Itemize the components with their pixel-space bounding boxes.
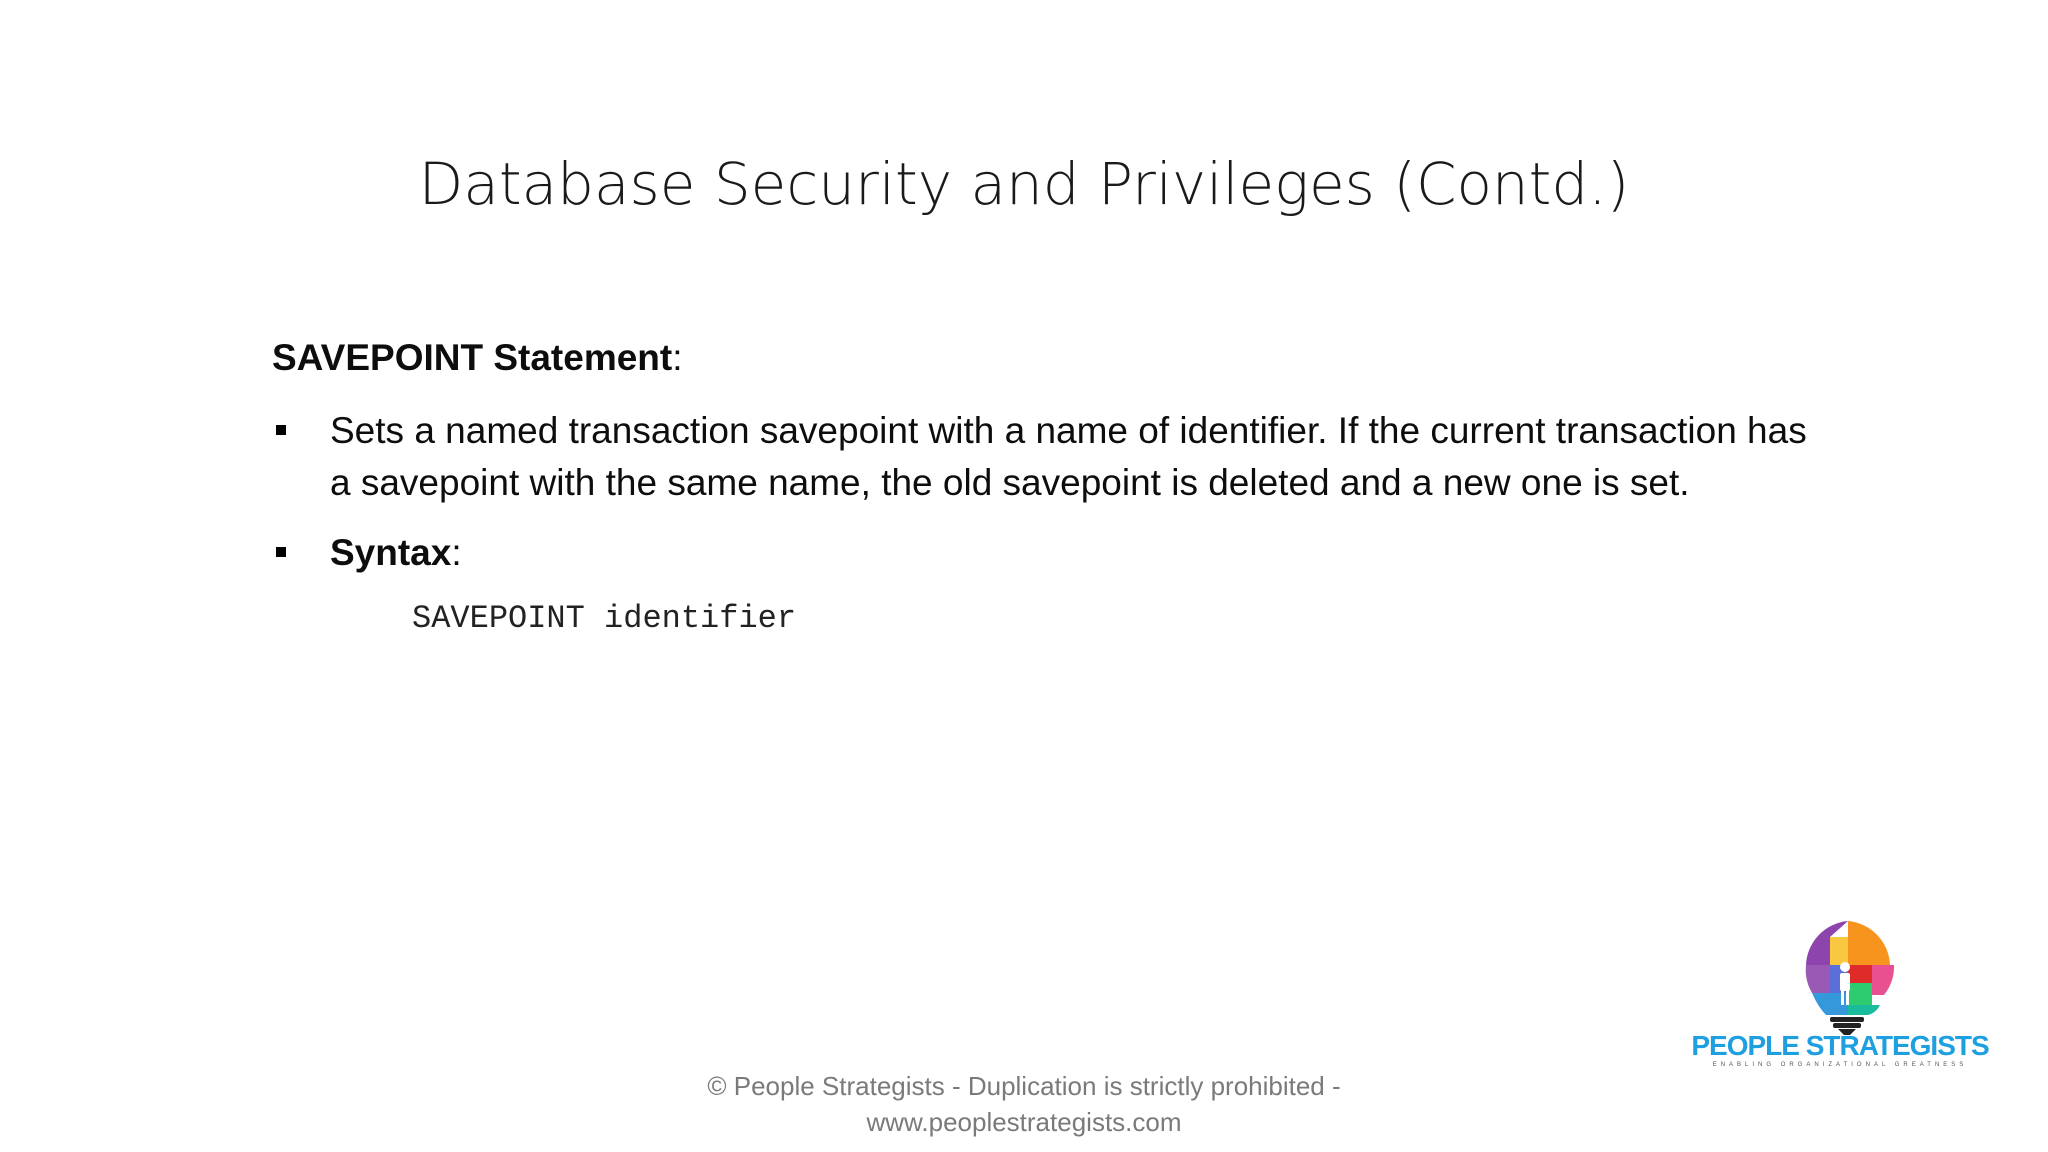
logo-wordmark: PEOPLE STRATEGISTS bbox=[1691, 1030, 1989, 1061]
section-heading-label: SAVEPOINT Statement bbox=[272, 337, 673, 378]
bullet-item-description bbox=[272, 405, 1812, 509]
bullet-item-syntax bbox=[272, 527, 1812, 579]
syntax-colon: : bbox=[451, 532, 462, 573]
lightbulb-puzzle-icon bbox=[1680, 915, 2000, 1035]
square-bullet-icon bbox=[276, 547, 286, 557]
footer-copyright: © People Strategists - Duplication is strictly prohibited - bbox=[707, 1071, 1341, 1101]
bullet-text: Sets a named transaction savepoint with a name of identifier. If the current transaction has a savepoint with the same name, the old savepoint is deleted and a new one is set. bbox=[330, 410, 1807, 503]
logo-tagline: ENABLING ORGANIZATIONAL GREATNESS bbox=[1712, 1062, 1968, 1068]
section-heading-colon: : bbox=[672, 337, 683, 378]
syntax-code: SAVEPOINT identifier bbox=[412, 600, 797, 637]
footer-website: www.peoplestrategists.com bbox=[866, 1107, 1182, 1137]
slide-content bbox=[272, 333, 1812, 641]
footer bbox=[0, 1068, 2048, 1140]
square-bullet-icon bbox=[276, 425, 286, 435]
section-heading bbox=[272, 333, 1812, 383]
syntax-label: Syntax bbox=[330, 532, 452, 573]
slide-title: Database Security and Privileges (Contd.) bbox=[418, 150, 1630, 218]
